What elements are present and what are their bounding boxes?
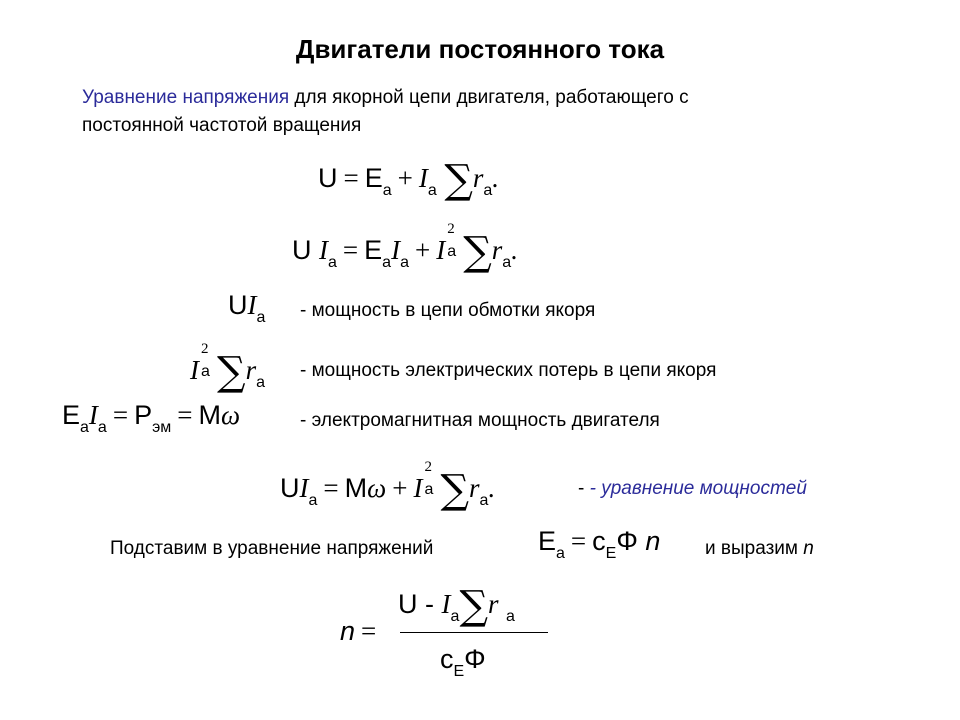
intro-highlight: Уравнение напряжения [82,87,290,108]
armature-power-term: $UI_a$ [228,290,266,326]
intro-text [82,84,689,140]
emf-formula: $E_a = c_E\Phi$ n [538,526,661,562]
power-eq-label: - уравнение мощностей [589,478,807,499]
intro-rest: для якорной цепи двигателя, работающего с [289,87,689,108]
power-eq-desc [578,478,807,500]
intro-line2: постоянной частотой вращения [82,115,362,136]
substitute-tail [705,538,814,560]
speed-lhs: n = [340,616,377,646]
power-balance-equation: U $I_a = E_aI_a + I$ 2 a $\sum r_a$. [292,221,518,275]
fraction-bar [400,632,548,633]
power-eq-dash: - [578,478,590,499]
armature-power-desc: - мощность в цепи обмотки якоря [300,300,596,321]
page-title: Двигатели постоянного тока [295,34,665,64]
speed-numerator: U - $I_a\sum r$ $_a$ [398,583,515,629]
substitute-var: n [803,538,814,559]
em-power-desc: - электромагнитная мощность двигателя [300,410,660,431]
substitute-tail-text: и выразим [705,538,798,559]
voltage-equation: $U = E_a + I_a$ $\sum r_a$. [318,157,500,203]
losses-term: I 2 a $\sum r_a$ [190,341,265,395]
power-equation: $UI_a = M\omega + I$ 2 a $\sum r_a$. [280,459,496,513]
substitute-text: Подставим в уравнение напряжений [110,538,434,559]
losses-desc: - мощность электрических потерь в цепи якоря [300,360,717,381]
em-power-term: $E_aI_a = P_{эм} = M\omega$ [62,400,241,436]
speed-denominator: $c_E\Phi$ [440,644,486,680]
